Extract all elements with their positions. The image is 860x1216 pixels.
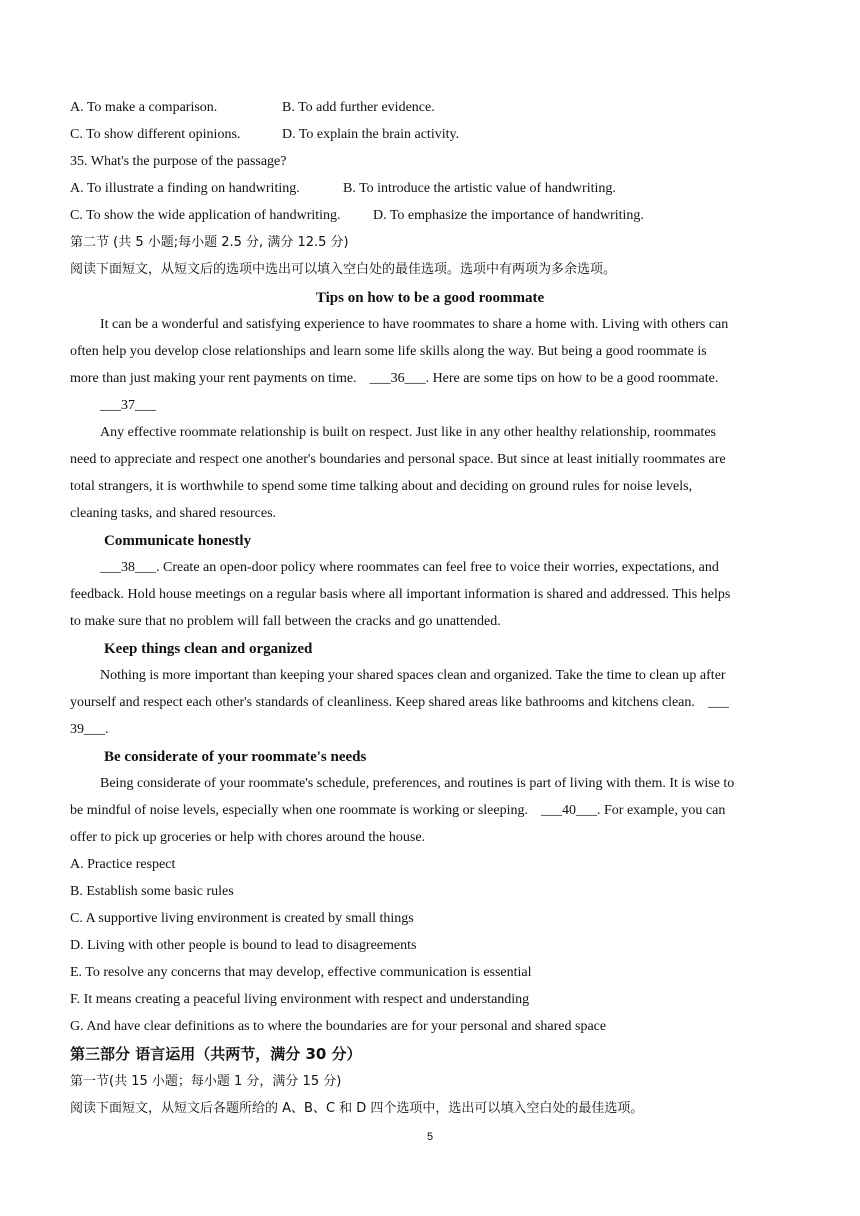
option-e: E. To resolve any concerns that may develop, effective communication is essential (70, 965, 532, 980)
passage-title: Tips on how to be a good roommate (315, 290, 545, 306)
blank-39-start: ___ (707, 695, 729, 710)
paragraph-5-line-1: Being considerate of your roommate's schedule, preferences, and routines is part of living with them. It is wise to (100, 776, 735, 791)
blank-36: ___36___ (369, 371, 426, 386)
option-d: D. Living with other people is bound to lead to disagreements (70, 938, 417, 953)
q35-option-b: B. To introduce the artistic value of handwriting. (343, 181, 616, 196)
page-number: 5 (426, 1131, 434, 1143)
heading-keep-things-clean: Keep things clean and organized (104, 641, 313, 657)
paragraph-5-line-2 (70, 802, 725, 820)
paragraph-2-line-1: Any effective roommate relationship is built on respect. Just like in any other healthy relationship, roommates (100, 425, 716, 440)
option-b: B. Establish some basic rules (70, 884, 234, 899)
section2-instruction: 阅读下面短文，从短文后的选项中选出可以填入空白处的最佳选项。选项中有两项为多余选项。 (70, 262, 617, 277)
option-c: C. A supportive living environment is created by small things (70, 911, 414, 926)
q34-option-d: D. To explain the brain activity. (282, 127, 460, 142)
paragraph-4-line-1: Nothing is more important than keeping your shared spaces clean and organized. Take the time to clean up after (100, 668, 726, 683)
paragraph-4-line-2-text: yourself and respect each other's standards of cleanliness. Keep shared areas like bathrooms and kitchens clean. (70, 695, 695, 710)
part3-instruction: 阅读下面短文，从短文后各题所给的 A、B、C 和 D 四个选项中，选出可以填入空白处的最佳选项。 (70, 1101, 644, 1116)
part3-header: 第三部分 语言运用（共两节，满分 30 分） (70, 1045, 362, 1063)
paragraph-3-line-1 (100, 559, 719, 577)
section2-header: 第二节 (共 5 小题;每小题 2.5 分, 满分 12.5 分) (70, 235, 349, 250)
part3-section1-header: 第一节(共 15 小题；每小题 1 分，满分 15 分) (70, 1074, 342, 1089)
paragraph-1-line-1: It can be a wonderful and satisfying experience to have roommates to share a home with. Living with others can (100, 317, 729, 332)
paragraph-4-line-2 (70, 694, 729, 712)
q34-option-a: A. To make a comparison. (70, 100, 218, 115)
paragraph-3-line-3: to make sure that no problem will fall between the cracks and go unattended. (70, 614, 501, 629)
heading-be-considerate: Be considerate of your roommate's needs (104, 749, 367, 765)
paragraph-5-line-2-text: be mindful of noise levels, especially when one roommate is working or sleeping. (70, 803, 529, 818)
paragraph-2-line-4: cleaning tasks, and shared resources. (70, 506, 277, 521)
heading-communicate-honestly: Communicate honestly (104, 533, 252, 549)
option-f: F. It means creating a peaceful living environment with respect and understanding (70, 992, 530, 1007)
paragraph-1-line-3 (70, 370, 718, 388)
paragraph-1-line-3-tail: . Here are some tips on how to be a good roommate. (425, 371, 719, 386)
paragraph-4-line-3-tail: . (105, 722, 109, 737)
paragraph-1-line-3-text: more than just making your rent payments on time. (70, 371, 357, 386)
paragraph-5-line-2-tail: . For example, you can (597, 803, 726, 818)
option-g: G. And have clear definitions as to where the boundaries are for your personal and shared space (70, 1019, 607, 1034)
paragraph-1-line-2: often help you develop close relationships and learn some life skills along the way. But being a good roommate is (70, 344, 707, 359)
q35-option-c: C. To show the wide application of handwriting. (70, 208, 341, 223)
paragraph-3-line-2: feedback. Hold house meetings on a regular basis where all important information is shared and addressed. This helps (70, 587, 731, 602)
q35-option-a: A. To illustrate a finding on handwriting. (70, 181, 300, 196)
blank-37: ___37___ (100, 398, 156, 413)
option-a: A. Practice respect (70, 857, 176, 872)
paragraph-2-line-3: total strangers, it is worthwhile to spend some time talking about and deciding on ground rules for noise levels, (70, 479, 693, 494)
paragraph-4-line-3 (70, 721, 109, 739)
blank-38: ___38___ (100, 560, 156, 575)
paragraph-2-line-2: need to appreciate and respect one another's boundaries and personal space. But since at least initially roommates are (70, 452, 726, 467)
q35-option-d: D. To emphasize the importance of handwriting. (373, 208, 644, 223)
paragraph-5-line-3: offer to pick up groceries or help with chores around the house. (70, 830, 426, 845)
blank-40: ___40___ (541, 803, 598, 818)
q34-option-b: B. To add further evidence. (282, 100, 435, 115)
q34-option-c: C. To show different opinions. (70, 127, 241, 142)
paragraph-3-line-1-text: . Create an open-door policy where roommates can feel free to voice their worries, expectations, and (156, 560, 719, 575)
q35-stem: 35. What's the purpose of the passage? (70, 154, 287, 169)
blank-39-end: 39___ (70, 722, 105, 737)
